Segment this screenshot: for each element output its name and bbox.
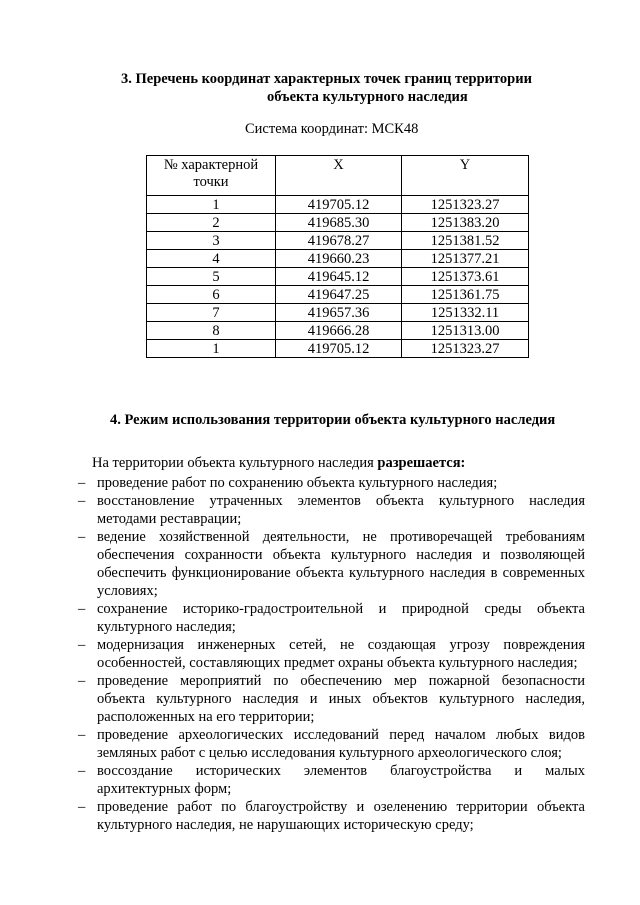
intro-text: На территории объекта культурного наследия [92, 455, 378, 471]
list-item-text: проведение работ по благоустройству и озеленению территории объекта культурного наследия, не нарушающих историческую среду; [97, 799, 585, 833]
cell-y: 1251373.61 [402, 268, 529, 286]
list-item-text: ведение хозяйственной деятельности, не противоречащей требованиям обеспечения сохранности объекта культурного наследия и позволяющей обеспечить функционирование объекта культурного наследия в современных условиях; [97, 529, 585, 599]
cell-x: 419666.28 [276, 322, 402, 340]
list-item-text: проведение мероприятий по обеспечению мер пожарной безопасности объекта культурного наследия и иных объектов культурного наследия, расположенных на его территории; [97, 673, 585, 725]
dash-bullet: – [78, 727, 86, 743]
cell-point: 5 [147, 268, 276, 286]
cell-y: 1251332.11 [402, 304, 529, 322]
cell-point: 8 [147, 322, 276, 340]
list-item [0, 726, 640, 762]
list-item [0, 798, 640, 834]
cell-y: 1251323.27 [402, 196, 529, 214]
cell-point: 7 [147, 304, 276, 322]
cell-y: 1251377.21 [402, 250, 529, 268]
list-item-text: сохранение историко-градостроительной и природной среды объекта культурного наследия; [97, 601, 585, 635]
table-row [147, 232, 529, 250]
list-item-text: модернизация инженерных сетей, не создающая угрозу повреждения особенностей, составляющих предмет охраны объекта культурного наследия; [97, 637, 585, 671]
list-item-text: восстановление утраченных элементов объекта культурного наследия методами реставрации; [97, 493, 585, 527]
list-item [0, 636, 640, 672]
section3-heading-line1: 3. Перечень координат характерных точек границ территории [121, 71, 532, 87]
dash-bullet: – [78, 763, 86, 779]
cell-x: 419660.23 [276, 250, 402, 268]
dash-bullet: – [78, 637, 86, 653]
table-row [147, 304, 529, 322]
cell-y: 1251361.75 [402, 286, 529, 304]
section4-heading: 4. Режим использования территории объекта культурного наследия [110, 412, 556, 428]
coordinate-system-label: Система координат: МСК48 [245, 121, 419, 137]
cell-x: 419685.30 [276, 214, 402, 232]
cell-x: 419705.12 [276, 196, 402, 214]
list-item [0, 474, 640, 492]
table-row [147, 286, 529, 304]
header-x: X [276, 156, 402, 196]
coordinates-table [146, 155, 529, 358]
dash-bullet: – [78, 601, 86, 617]
list-item [0, 762, 640, 798]
header-y: Y [402, 156, 529, 196]
dash-bullet: – [78, 529, 86, 545]
list-item [0, 672, 640, 726]
table-row [147, 250, 529, 268]
cell-y: 1251381.52 [402, 232, 529, 250]
cell-point: 1 [147, 340, 276, 358]
cell-x: 419705.12 [276, 340, 402, 358]
dash-bullet: – [78, 673, 86, 689]
cell-point: 6 [147, 286, 276, 304]
intro-bold: разрешается: [377, 455, 466, 471]
header-point-number: № характерной точки [147, 156, 276, 196]
cell-point: 4 [147, 250, 276, 268]
cell-point: 2 [147, 214, 276, 232]
cell-y: 1251323.27 [402, 340, 529, 358]
dash-bullet: – [78, 799, 86, 815]
section4-intro [92, 455, 465, 472]
section3-heading-line2: объекта культурного наследия [267, 89, 468, 105]
cell-y: 1251383.20 [402, 214, 529, 232]
table-row [147, 214, 529, 232]
permitted-activities-list [0, 474, 640, 834]
list-item [0, 492, 640, 528]
dash-bullet: – [78, 475, 86, 491]
table-header-row [147, 156, 529, 196]
list-item-text: воссоздание исторических элементов благоустройства и малых архитектурных форм; [97, 763, 585, 797]
cell-x: 419647.25 [276, 286, 402, 304]
list-item [0, 528, 640, 600]
list-item [0, 600, 640, 636]
cell-point: 1 [147, 196, 276, 214]
list-item-text: проведение работ по сохранению объекта культурного наследия; [97, 475, 498, 491]
table-row [147, 340, 529, 358]
cell-x: 419678.27 [276, 232, 402, 250]
cell-point: 3 [147, 232, 276, 250]
dash-bullet: – [78, 493, 86, 509]
cell-x: 419645.12 [276, 268, 402, 286]
table-row [147, 196, 529, 214]
list-item-text: проведение археологических исследований перед началом любых видов земляных работ с целью исследования культурного археологического слоя; [97, 727, 585, 761]
cell-y: 1251313.00 [402, 322, 529, 340]
cell-x: 419657.36 [276, 304, 402, 322]
table-row [147, 322, 529, 340]
table-row [147, 268, 529, 286]
